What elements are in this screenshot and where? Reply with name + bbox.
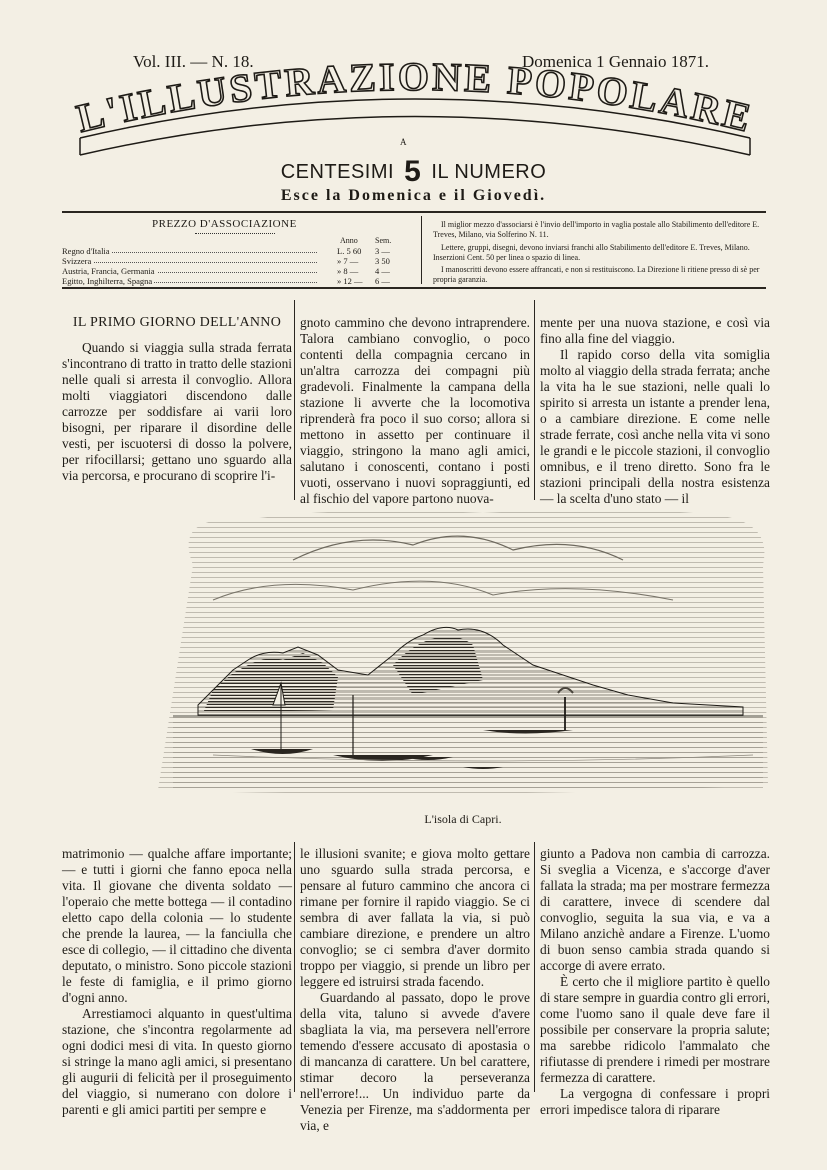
column-rule [534,300,535,500]
article-paragraph: matrimonio — qualche affare importante; — e tutti i giorni che fanno epoca nella vita. Il giovane che diventa soldato — l'operaio che mette bottega — il contadino eletto capo della colonia — lo studente che prende la laurea, — la fanciulla che esce di collegio, — il cittadino che diventa deputato, o ministro. Sono piccole stazioni le feste di famiglia, e il primo giorno d'ogni anno. [62,846,292,1005]
volume-number: Vol. III. — N. 18. [133,52,254,71]
article-paragraph: Quando si viaggia sulla strada ferrata s'incontrano di tratto in tratto delle stazioni nelle quali si arresta il convoglio. Allora molti viaggiatori discendono dalle carrozze per soddisfare ai varii loro bisogni, per riparare il disordine delle vesti, per iscuotersi di dosso la polvere, per rifocillarsi; gettano uno sguardo alla via percorsa, e procurano di scoprire l'i- [62,340,292,483]
subscription-year-price: » 7 — [337,256,382,266]
article-column [540,846,770,1118]
price-line [0,155,827,189]
price-number: 5 [404,155,422,188]
subscription-region: Regno d'Italia [62,246,110,256]
article-paragraph: Arrestiamoci alquanto in quest'ultima stazione, che s'incontra regolarmente ad ogni dodici mesi di vita. In questo giorno si stringe la mano agli amici, si presentano gli augurii di felicità per il proseguimento del viaggio, si numerano con dolore i parenti e gli amici partiti per sempre e [62,1006,292,1117]
notice-payment: Il miglior mezzo d'associarsi è l'invio dell'importo in vaglia postale allo Stabilimento dell'editore E. Treves, Milano, via Solferino N. 11. [433,220,760,239]
notice-manuscripts: I manoscritti devono essere affrancati, e non si restituiscono. La Direzione li ritiene presso di sè per propria garanzia. [433,265,760,284]
subscription-row [62,256,407,266]
subscription-region: Egitto, Inghilterra, Spagna [62,276,153,286]
subscription-year-price: » 12 — [337,276,382,286]
issue-date: Domenica 1 Gennaio 1871. [522,52,709,71]
subscription-half-price: 3 — [375,246,409,256]
column-rule [294,842,295,1092]
article-column [62,340,292,484]
subscription-region: Svizzera [62,256,92,266]
price-prefix: CENTESIMI [280,161,395,183]
notice-letters: Lettere, gruppi, disegni, devono inviarsi franchi allo Stabilimento dell'editore E. Treves, Milano. Inserzioni Cent. 50 per linea o spazio di linea. [433,243,750,262]
subscription-col-half: Sem. [375,236,392,245]
article-paragraph: È certo che il migliore partito è quello di stare sempre in guardia contro gli errori, come l'uomo sano il quale deve fare il possibile per conservare la propria salute; ma sarebbe ridicolo l'ammalato che rifiutasse di prendere i rimedi per mostrare fermezza di carattere. [540,974,770,1085]
article-paragraph: le illusioni svanite; e giova molto gettare uno sguardo sulla strada percorsa, e pensare al futuro cammino che ancora ci rimane per fornire il rapido viaggio. Se ci sembra di aver fallata la via, si può cambiare direzione, e prendere un altro convoglio; se ci sembra d'aver dormito troppo per viaggio, si prende un libro per leggere ed istruirsi strada facendo. [300,846,530,989]
column-rule [534,842,535,1092]
price-suffix: IL NUMERO [431,161,547,183]
article-title: IL PRIMO GIORNO DELL'ANNO [72,315,282,330]
subscription-row [62,246,407,256]
masthead-title [70,60,760,160]
svg-text:L'ILLUSTRAZIONE POPOLARE [72,60,758,141]
subscription-heading: PREZZO D'ASSOCIAZIONE [152,218,297,230]
column-rule [294,300,295,500]
article-paragraph: mente per una nuova stazione, e così via fino alla fine del viaggio. [540,315,770,346]
article-column [62,846,292,1118]
subscription-half-price: 6 — [375,276,409,286]
info-rule [62,287,766,289]
subscription-region: Austria, Francia, Germania [62,266,155,276]
article-paragraph: Il rapido corso della vita somiglia molto al viaggio della strada ferrata; anche la vita ha le sue stazioni, nelle quali lo spirito si arresta un istante a prender lena, o a cambiare direzione. E come nelle strade ferrate, così anche nella vita vi sono le grandi e le piccole stazioni, il convoglio omnibus, e il treno diretto. Sono fra le stazioni principali della nostra esistenza — la scelta d'uno stato — il [540,347,770,506]
capri-engraving [153,505,773,805]
subscription-half-price: 3 50 [375,256,409,266]
subscription-heading-rule [195,233,275,234]
article-paragraph: Guardando al passato, dopo le prove della vita, taluno si avvede d'avere sbagliata la via, ma persevera nell'errore temendo d'essere accusato di apostasia o di mancanza di carattere. Un bel carattere, stimar decoro la perseveranza nell'errore!... Un individuo parte da Venezia per Firenze, ma s'addormenta per via, e [300,990,530,1133]
subscription-year-price: » 8 — [337,266,382,276]
title-text: L'ILLUSTRAZIONE POPOLARE [72,60,758,141]
publication-days: Esce la Domenica e il Giovedì. [280,187,547,204]
article-paragraph: giunto a Padova non cambia di carrozza. Si sveglia a Vicenza, e s'accorge d'aver fallata la strada; ma per mostrare fermezza di carattere, invece di scendere dal convoglio, seguita la sua via, e va a Milano anzichè andare a Firenze. L'uomo di buon senso cambia strada quando si accorge di avere errato. [540,846,770,973]
article-column [300,315,530,507]
subscription-row [62,266,407,276]
article-paragraph: La vergogna di confessare i propri errori impedisce talora di riparare [540,1086,770,1117]
header-rule [62,211,766,213]
subscription-col-year: Anno [340,236,358,245]
title-connector: A [400,137,407,147]
article-column [300,846,530,1134]
illustration-caption: L'isola di Capri. [424,812,502,826]
info-divider [421,216,422,284]
subscription-row [62,276,407,286]
article-column [540,315,770,507]
article-paragraph: gnoto cammino che devono intraprendere. Talora cambiano convoglio, o poco contenti della compagnia cercano in un'altra carrozza dei compagni più gradevoli. Finalmente la campana della stazione li avverte che la locomotiva riprenderà fra poco il suo corso; allora si mettono in assetto per continuare il viaggio, stringono la mano agli amici, salutano i conoscenti, contano i posti vuoti, osservano i nuovi sopraggiunti, ed al fischio del vapore partono nuova- [300,315,530,506]
subscription-year-price: L. 5 60 [337,246,382,256]
subscription-half-price: 4 — [375,266,409,276]
